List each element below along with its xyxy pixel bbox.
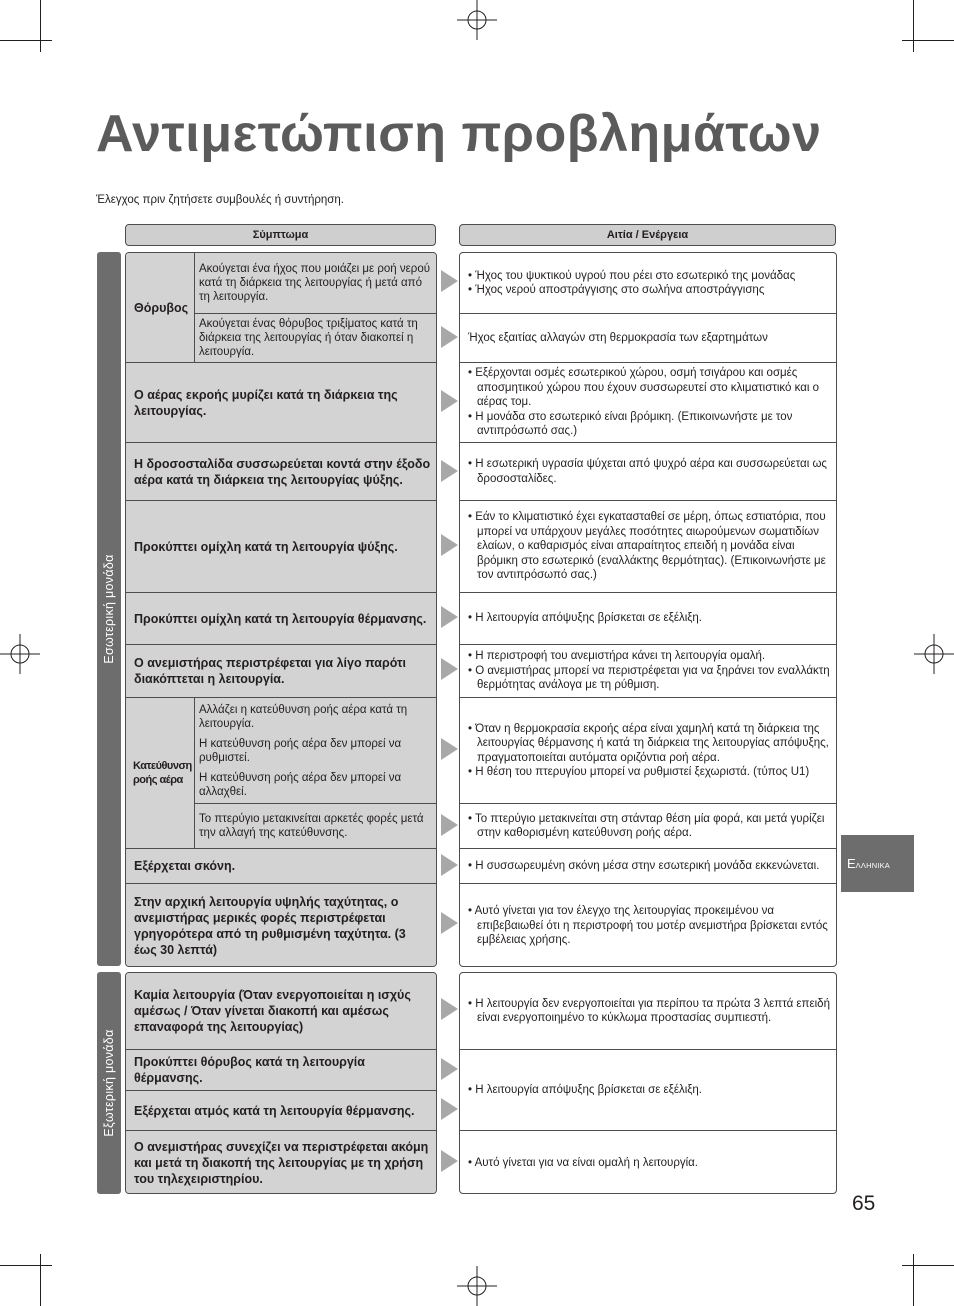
outdoor-unit-label: Εξωτερική μονάδα xyxy=(102,1029,116,1137)
page-number: 65 xyxy=(852,1192,876,1215)
arrow-icon xyxy=(441,1098,458,1120)
arrow-icon xyxy=(441,606,458,628)
cause-item: • Όταν η θερμοκρασία εκροής αέρα είναι χαμηλή κατά τη διάρκεια της λειτουργίας θέρμανσης ή κατά τη διάρκεια της λειτουργίας απόψυξης, πραγματοποιείται αυτόματα οριζόντια ροή αέρα. xyxy=(468,722,829,764)
symptom-text: Προκύπτει ομίχλη κατά τη λειτουργία ψύξης. xyxy=(134,539,398,554)
symptom-cell xyxy=(126,1049,437,1090)
intro-text: Έλεγχος πριν ζητήσετε συμβουλές ή συντήρηση. xyxy=(96,194,344,206)
indoor-unit-bar xyxy=(97,252,121,966)
arrow-icon xyxy=(441,814,458,836)
symptom-cell xyxy=(195,313,437,362)
cause-cell xyxy=(460,803,836,848)
cause-cell xyxy=(460,973,836,1049)
cause-item: • Αυτό γίνεται για να είναι ομαλή η λειτουργία. xyxy=(468,1156,699,1169)
symptom-text: Το πτερύγιο μετακινείται αρκετές φορές μετά την αλλαγή της κατεύθυνσης. xyxy=(199,813,424,839)
cause-cell xyxy=(460,848,836,883)
cause-item: • Η περιστροφή του ανεμιστήρα κάνει τη λειτουργία ομαλή. xyxy=(468,650,766,663)
symptom-text: Ακούγεται ένας θόρυβος τριξίματος κατά τη διάρκεια της λειτουργίας ή όταν διακοπεί η λειτουργία. xyxy=(199,318,418,358)
registration-mark-icon xyxy=(910,632,954,676)
noise-label: Θόρυβος xyxy=(134,300,189,315)
airflow-group xyxy=(126,697,195,848)
registration-mark-icon xyxy=(455,1262,499,1306)
arrow-icon xyxy=(441,998,458,1020)
cause-item: • Ήχος νερού αποστράγγισης στο σωλήνα αποστράγγισης xyxy=(468,284,765,296)
cause-item: • Η συσσωρευμένη σκόνη μέσα στην εσωτερική μονάδα εκκενώνεται. xyxy=(468,859,820,872)
cause-cell xyxy=(460,362,836,442)
symptom-text: Στην αρχική λειτουργία υψηλής ταχύτητας, ο ανεμιστήρας μερικές φορές περιστρέφεται γρηγορότερα από τη ρυθμισμένη ταχύτητα. (3 έως 30 λεπτά) xyxy=(134,895,406,957)
registration-mark-icon xyxy=(455,0,499,44)
crop-mark xyxy=(902,1265,954,1266)
arrow-icon xyxy=(441,912,458,934)
cause-item: • Η λειτουργία απόψυξης βρίσκεται σε εξέλιξη. xyxy=(468,612,702,625)
language-tab-label: EΛΛΗΝΙΚΑ xyxy=(847,856,891,871)
page-title: Αντιμετώπιση προβλημάτων xyxy=(96,105,822,163)
indoor-symptom-table xyxy=(125,252,437,967)
language-tab xyxy=(841,835,914,892)
symptom-text: Η δροσοσταλίδα συσσωρεύεται κοντά στην έξοδο αέρα κατά τη διάρκεια της λειτουργίας ψύξης. xyxy=(134,456,431,487)
crop-mark xyxy=(40,1254,41,1306)
indoor-cause-table xyxy=(459,252,837,967)
cause-item: • Αυτό γίνεται για τον έλεγχο της λειτουργίας προκειμένου να επιβεβαιωθεί ότι η περιστροφή του μοτέρ ανεμιστήρα βρίσκεται εντός εμβέλειας χρήσης. xyxy=(468,905,828,947)
arrow-icon xyxy=(441,854,458,876)
crop-mark xyxy=(40,0,41,52)
cause-item: • Ο ανεμιστήρας μπορεί να περιστρέφεται για να ξηράνει τον εναλλάκτη θερμότητας ανάλογα με τη ρύθμιση. xyxy=(468,664,830,692)
arrow-icon xyxy=(441,1150,458,1172)
crop-mark xyxy=(0,40,52,41)
crop-mark xyxy=(902,40,954,41)
crop-mark xyxy=(913,0,914,52)
symptom-text: Η κατεύθυνση ροής αέρα δεν μπορεί να ρυθμιστεί. xyxy=(199,737,402,764)
arrow-icon xyxy=(441,738,458,760)
arrow-icon xyxy=(441,326,458,348)
crop-mark xyxy=(913,1254,914,1306)
outdoor-cause-table xyxy=(459,972,837,1194)
cause-item: • Το πτερύγιο μετακινείται στη στάνταρ θέση μία φορά, και μετά γυρίζει στην καθορισμένη κατεύθυνση ροής αέρα. xyxy=(468,812,825,839)
airflow-label: Κατεύθυνση ροής αέρα xyxy=(133,760,192,786)
symptom-cell xyxy=(126,500,437,592)
symptom-cell xyxy=(126,362,437,442)
registration-mark-icon xyxy=(0,632,44,676)
cause-cell xyxy=(460,442,836,500)
cause-item: • Η θέση του πτερυγίου μπορεί να ρυθμιστεί ξεχωριστά. (τύπος U1) xyxy=(468,766,810,778)
cause-item: • Εάν το κλιματιστικό έχει εγκατασταθεί σε μέρη, όπως εστιατόρια, που μπορεί να υπάρχουν μεγάλες ποσότητες αιωρούμενων σωματιδίων ελαίων, ο καθαρισμός είναι απαραίτητος επειδή η μονάδα είναι βρόμικη στο εσωτερικό (εναλλάκτης θερμότητας). (Επικοινωνήστε με τον αντιπρόσωπό σας.) xyxy=(468,511,826,582)
cause-cell xyxy=(460,697,836,803)
noise-group xyxy=(126,253,195,362)
cause-cell xyxy=(460,1130,836,1194)
symptom-cell xyxy=(126,644,437,697)
symptom-text: Ακούγεται ένα ήχος που μοιάζει με ροή νερού κατά τη διάρκεια της λειτουργίας ή μετά από τη λειτουργία. xyxy=(199,263,430,303)
symptom-cell xyxy=(126,442,437,500)
symptom-cell xyxy=(126,1090,437,1130)
symptom-text: Ο ανεμιστήρας συνεχίζει να περιστρέφεται ακόμη και μετά τη διακοπή της λειτουργίας με τη χρήση του τηλεχειριστηρίου. xyxy=(134,1140,429,1186)
cause-item: • Ήχος του ψυκτικού υγρού που ρέει στο εσωτερικό της μονάδας xyxy=(468,269,796,282)
symptom-cell xyxy=(195,697,437,803)
crop-mark xyxy=(0,1265,52,1266)
cause-cell xyxy=(460,1049,836,1130)
symptom-cell xyxy=(126,973,437,1049)
symptom-text: Ο ανεμιστήρας περιστρέφεται για λίγο παρότι διακόπτεται η λειτουργία. xyxy=(134,656,407,686)
cause-text: Ήχος εξαιτίας αλλαγών στη θερμοκρασία των εξαρτημάτων xyxy=(468,331,768,344)
outdoor-unit-bar xyxy=(97,972,121,1194)
symptom-cell xyxy=(126,883,437,967)
arrow-icon xyxy=(441,270,458,292)
arrow-icon xyxy=(441,534,458,556)
symptom-cell xyxy=(195,803,437,848)
cause-item: • Η μονάδα στο εσωτερικό είναι βρόμικη. (Επικοινωνήστε με τον αντιπρόσωπό σας.) xyxy=(468,410,793,438)
outdoor-symptom-table xyxy=(125,972,437,1194)
symptom-text: Η κατεύθυνση ροής αέρα δεν μπορεί να αλλαχθεί. xyxy=(199,771,402,798)
symptom-cell xyxy=(126,592,437,644)
arrow-icon xyxy=(441,460,458,482)
cause-item: • Εξέρχονται οσμές εσωτερικού χώρου, οσμή τσιγάρου και οσμές αποσμητικού χώρου που έχουν συσσωρευτεί στο κλιματιστικό και ο αέρας τομ. xyxy=(468,367,820,409)
symptom-text: Αλλάζει η κατεύθυνση ροής αέρα κατά τη λειτουργία. xyxy=(199,703,408,730)
symptom-cell xyxy=(126,1130,437,1194)
symptom-text: Εξέρχεται ατμός κατά τη λειτουργία θέρμανσης. xyxy=(134,1103,415,1118)
symptom-header: Σύμπτωμα xyxy=(125,224,436,246)
cause-cell xyxy=(460,644,836,697)
cause-item: • Η εσωτερική υγρασία ψύχεται από ψυχρό αέρα και συσσωρεύεται ως δροσοσταλίδες. xyxy=(468,458,827,485)
arrow-icon xyxy=(441,1058,458,1080)
cause-cell xyxy=(460,592,836,644)
symptom-text: Προκύπτει ομίχλη κατά τη λειτουργία θέρμανσης. xyxy=(134,611,427,626)
cause-item: • Η λειτουργία δεν ενεργοποιείται για περίπου τα πρώτα 3 λεπτά επειδή είναι ενεργοποιημένο το κύκλωμα προστασίας συμπιεστή. xyxy=(468,997,830,1024)
cause-item: • Η λειτουργία απόψυξης βρίσκεται σε εξέλιξη. xyxy=(468,1083,702,1096)
symptom-text: Εξέρχεται σκόνη. xyxy=(134,859,236,873)
cause-cell xyxy=(460,883,836,967)
symptom-text: Ο αέρας εκροής μυρίζει κατά τη διάρκεια της λειτουργίας. xyxy=(134,387,398,418)
arrow-icon xyxy=(441,658,458,680)
arrow-icon xyxy=(441,390,458,412)
symptom-text: Καμία λειτουργία (Όταν ενεργοποιείται η ισχύς αμέσως / Όταν γίνεται διακοπή και αμέσως επαναφορά της λειτουργίας) xyxy=(134,988,411,1034)
symptom-text: Προκύπτει θόρυβος κατά τη λειτουργία θέρμανσης. xyxy=(134,1055,365,1085)
symptom-cell xyxy=(126,848,437,883)
cause-header: Αιτία / Ενέργεια xyxy=(459,224,836,246)
indoor-unit-label: Εσωτερική μονάδα xyxy=(102,554,116,664)
cause-cell xyxy=(460,313,836,362)
cause-cell xyxy=(460,500,836,592)
cause-cell xyxy=(460,253,836,313)
symptom-cell xyxy=(195,253,437,313)
